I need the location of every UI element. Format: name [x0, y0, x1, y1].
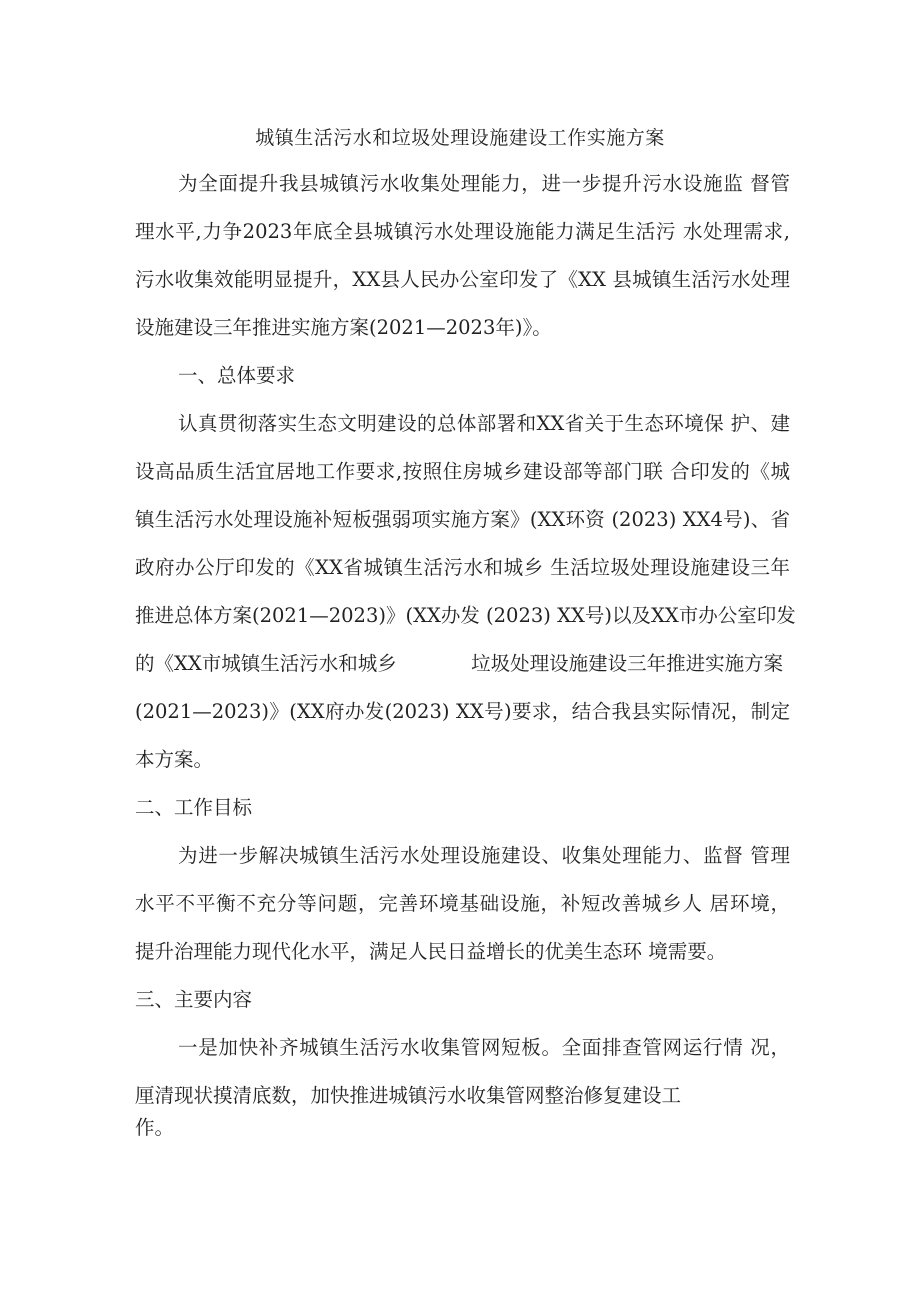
- section2-line-3: 提升治理能力现代化水平，满足人民日益增长的优美生态环 境需要。: [135, 940, 727, 963]
- intro-line-3: 污水收集效能明显提升，XX县人民办公室印发了《XX 县城镇生活污水处理: [135, 268, 790, 291]
- section3-line-1: 一是加快补齐城镇生活污水收集管网短板。全面排查管网运行情 况，: [178, 1036, 790, 1059]
- section1-line-6: 的《XX市城镇生活污水和城乡 垃圾处理设施建设三年推进实施方案: [135, 652, 784, 675]
- section1-line-2: 设高品质生活宜居地工作要求,按照住房城乡建设部等部门联 合印发的《城: [135, 460, 790, 483]
- section2-line-2: 水平不平衡不充分等问题，完善环境基础设施，补短改善城乡人 居环境，: [135, 892, 790, 915]
- intro-line-1: 为全面提升我县城镇污水收集处理能力，进一步提升污水设施监 督管: [178, 172, 790, 195]
- section-heading-1: 一、总体要求: [178, 364, 296, 387]
- document-title: 城镇生活污水和垃圾处理设施建设工作实施方案: [255, 127, 665, 149]
- section1-line-5: 推进总体方案(2021—2023)》(XX办发 (2023) XX号)以及XX市办公室印发: [135, 604, 796, 627]
- section3-line-3: 作。: [135, 1116, 175, 1139]
- section-heading-2: 二、工作目标: [135, 796, 253, 819]
- intro-line-2: 理水平,力争2023年底全县城镇污水处理设施能力满足生活污 水处理需求,: [135, 220, 790, 243]
- section1-line-1: 认真贯彻落实生态文明建设的总体部署和XX省关于生态环境保 护、建: [178, 412, 790, 435]
- section1-line-4: 政府办公厅印发的《XX省城镇生活污水和城乡 生活垃圾处理设施建设三年: [135, 556, 790, 579]
- section1-line-7: (2021—2023)》(XX府办发(2023) XX号)要求，结合我县实际情况，制定: [135, 700, 790, 723]
- intro-line-4: 设施建设三年推进实施方案(2021—2023年)》。: [135, 316, 552, 339]
- section2-line-1: 为进一步解决城镇生活污水处理设施建设、收集处理能力、监督 管理: [178, 844, 790, 867]
- section1-line-3: 镇生活污水处理设施补短板强弱项实施方案》(XX环资 (2023) XX4号)、省: [135, 508, 790, 531]
- section1-line-8: 本方案。: [135, 748, 214, 771]
- section3-line-2: 厘清现状摸清底数，加快推进城镇污水收集管网整治修复建设工: [135, 1084, 682, 1107]
- section-heading-3: 三、主要内容: [135, 988, 253, 1011]
